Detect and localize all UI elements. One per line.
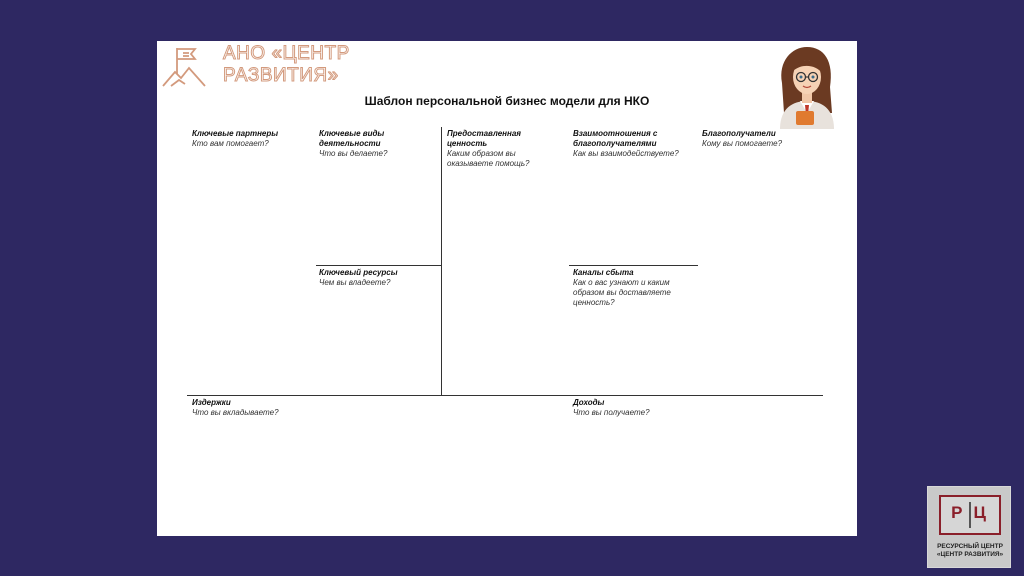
cell-value-proposition: Предоставленная ценность Каким образом вы оказываете помощь? xyxy=(447,129,530,168)
resource-center-badge xyxy=(927,486,1011,568)
rc-logo xyxy=(939,495,1001,535)
cell-costs: Издержки Что вы вкладываете? xyxy=(192,398,279,417)
cell-beneficiaries: Благополучатели Кому вы помогаете? xyxy=(702,129,783,148)
cell-key-activities: Ключевые виды деятельности Что вы делаете? xyxy=(319,129,388,158)
rc-letter-left: Р xyxy=(951,503,966,522)
divider-horizontal-left xyxy=(316,265,442,266)
rc-caption: РЕСУРСНЫЙ ЦЕНТР «ЦЕНТР РАЗВИТИЯ» xyxy=(936,543,1004,558)
cell-revenue: Доходы Что вы получаете? xyxy=(573,398,650,417)
teacher-avatar-icon xyxy=(772,43,842,129)
divider-vertical xyxy=(441,127,442,395)
cell-channels: Каналы сбыта Как о вас узнают и каким образом вы доставляете ценность? xyxy=(573,268,671,307)
rc-separator xyxy=(969,502,971,528)
mountain-flag-logo-icon xyxy=(161,44,213,90)
page-title: Шаблон персональной бизнес модели для НКО xyxy=(364,94,650,108)
cell-key-resources: Ключевый ресурсы Чем вы владеете? xyxy=(319,268,398,287)
slide xyxy=(157,41,857,536)
divider-horizontal-right xyxy=(569,265,698,266)
rc-letter-right: Ц xyxy=(973,503,989,522)
org-name: АНО «ЦЕНТР РАЗВИТИЯ» xyxy=(223,43,350,86)
cell-key-partners: Ключевые партнеры Кто вам помогает? xyxy=(192,129,279,148)
divider-horizontal-bottom xyxy=(187,395,823,396)
cell-relationships: Взаимоотношения с благополучателями Как вы взаимодействуете? xyxy=(573,129,679,158)
